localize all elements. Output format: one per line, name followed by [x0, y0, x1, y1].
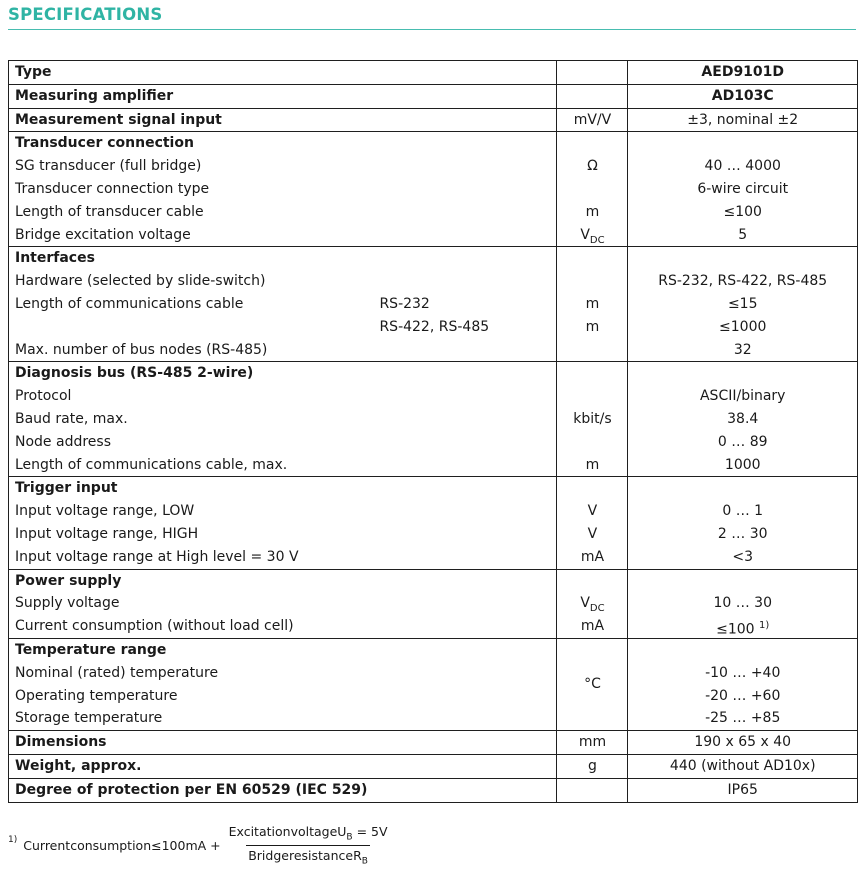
section-heading-power: Power supply	[15, 572, 122, 589]
table-row	[9, 362, 858, 477]
row-label-dimensions: Dimensions	[15, 734, 107, 751]
row-value-trigger-low: 0 … 1	[722, 503, 764, 520]
row-value-supply-voltage: 10 … 30	[713, 595, 772, 612]
row-label-amplifier: Measuring amplifier	[15, 87, 174, 104]
footnote-ref: 1)	[759, 620, 770, 632]
row-unit-comm-cable-2: m	[585, 318, 600, 335]
row-unit-diag-cable: m	[585, 456, 600, 473]
table-row	[9, 132, 858, 247]
title-divider	[8, 29, 856, 30]
row-label-bus-nodes: Max. number of bus nodes (RS-485)	[15, 341, 268, 358]
row-sub-rs422-485: RS-422, RS-485	[379, 318, 490, 335]
row-value-trigger-hl: <3	[732, 548, 754, 565]
row-unit-current: mA	[580, 618, 605, 635]
row-label-operating-temp: Operating temperature	[15, 687, 178, 704]
row-value-hardware: RS-232, RS-422, RS-485	[658, 273, 828, 290]
section-heading-diagnosis: Diagnosis bus (RS-485 2-wire)	[15, 365, 254, 382]
row-unit-temperature: °C	[584, 676, 601, 693]
specifications-table	[8, 60, 858, 803]
row-value-dimensions: 190 x 65 x 40	[694, 734, 792, 751]
row-label-nominal-temp: Nominal (rated) temperature	[15, 664, 219, 681]
footnote-numerator: ExcitationvoltageU$_B$ = 5V	[228, 824, 388, 843]
row-unit-sg-transducer: Ω	[587, 158, 598, 175]
row-label-transducer-cable: Length of transducer cable	[15, 203, 204, 220]
section-heading-temperature: Temperature range	[15, 641, 167, 658]
row-label-hardware: Hardware (selected by slide-switch)	[15, 273, 266, 290]
footnote-denominator: BridgeresistanceR$_B$	[246, 845, 370, 867]
row-value-amplifier: AD103C	[711, 87, 774, 104]
row-value-weight: 440 (without AD10x)	[669, 757, 816, 774]
row-label-sg-transducer: SG transducer (full bridge)	[15, 158, 202, 175]
row-value-bus-nodes: 32	[733, 341, 752, 358]
row-unit-transducer-cable: m	[585, 203, 600, 220]
row-label-signal-input: Measurement signal input	[15, 111, 222, 128]
page-title: SPECIFICATIONS	[8, 5, 163, 24]
table-row	[9, 569, 858, 638]
row-label-supply-voltage: Supply voltage	[15, 595, 120, 612]
row-unit-excitation: $V_{DC}$	[580, 226, 605, 246]
row-label-diag-cable: Length of communications cable, max.	[15, 456, 288, 473]
row-unit-trigger-high: V	[587, 525, 598, 542]
row-value-comm-cable-2: ≤1000	[719, 318, 767, 335]
row-value-storage-temp: -25 … +85	[705, 710, 781, 727]
table-row	[9, 731, 858, 755]
section-heading-transducer: Transducer connection	[15, 135, 194, 152]
table-row	[9, 61, 858, 85]
row-value-excitation: 5	[738, 226, 748, 243]
row-sub-rs232: RS-232	[379, 295, 430, 312]
table-row	[9, 754, 858, 778]
row-value-current: ≤100 $^{1)}$	[716, 620, 770, 638]
row-label-connection-type: Transducer connection type	[15, 180, 210, 197]
row-value-operating-temp: -20 … +60	[705, 687, 781, 704]
footnote-fraction	[227, 824, 390, 866]
row-value-transducer-cable: ≤100	[723, 203, 762, 220]
row-unit-signal-input: mV/V	[573, 111, 612, 128]
row-label-trigger-hl: Input voltage range at High level = 30 V	[15, 548, 299, 565]
row-unit-comm-cable-1: m	[585, 295, 600, 312]
section-heading-trigger: Trigger input	[15, 480, 118, 497]
row-value-nominal-temp: -10 … +40	[705, 664, 781, 681]
row-value-comm-cable-1: ≤15	[727, 295, 758, 312]
row-label-storage-temp: Storage temperature	[15, 710, 163, 727]
table-row	[9, 778, 858, 802]
row-value-baud: 38.4	[727, 410, 759, 427]
table-row	[9, 247, 858, 362]
row-value-protocol: ASCII/binary	[699, 388, 786, 405]
row-label-trigger-high: Input voltage range, HIGH	[15, 525, 199, 542]
row-unit-trigger-hl: mA	[580, 548, 605, 565]
row-label-type: Type	[15, 64, 52, 80]
table-row	[9, 477, 858, 569]
row-unit-baud: kbit/s	[573, 410, 612, 427]
row-value-diag-cable: 1000	[724, 456, 761, 473]
row-label-current: Current consumption (without load cell)	[15, 618, 294, 635]
row-label-comm-cable: Length of communications cable	[15, 295, 244, 312]
footnote-lead: Currentconsumption≤100mA +	[23, 837, 221, 853]
row-label-baud: Baud rate, max.	[15, 410, 128, 427]
footnote	[8, 824, 390, 866]
row-value-trigger-high: 2 … 30	[717, 525, 768, 542]
row-label-trigger-low: Input voltage range, LOW	[15, 503, 195, 520]
row-label-protection: Degree of protection per EN 60529 (IEC 529)	[15, 781, 368, 798]
row-unit-weight: g	[588, 757, 597, 774]
row-label-protocol: Protocol	[15, 388, 72, 405]
row-value-node-address: 0 … 89	[717, 433, 768, 450]
row-value-signal-input: ±3, nominal ±2	[687, 111, 799, 128]
table-row	[9, 108, 858, 132]
table-row	[9, 84, 858, 108]
row-label-weight: Weight, approx.	[15, 757, 142, 774]
row-unit-dimensions: mm	[578, 734, 607, 751]
row-unit-trigger-low: V	[587, 503, 598, 520]
row-value-type: AED9101D	[701, 64, 785, 80]
row-value-sg-transducer: 40 … 4000	[704, 158, 781, 175]
row-label-node-address: Node address	[15, 433, 111, 450]
row-value-protection: IP65	[727, 781, 758, 798]
row-value-connection-type: 6-wire circuit	[697, 180, 789, 197]
row-unit-supply-voltage: $V_{DC}$	[580, 595, 605, 615]
section-heading-interfaces: Interfaces	[15, 250, 95, 267]
row-label-excitation: Bridge excitation voltage	[15, 226, 191, 243]
footnote-mark: 1)	[8, 835, 18, 845]
table-row	[9, 638, 858, 730]
